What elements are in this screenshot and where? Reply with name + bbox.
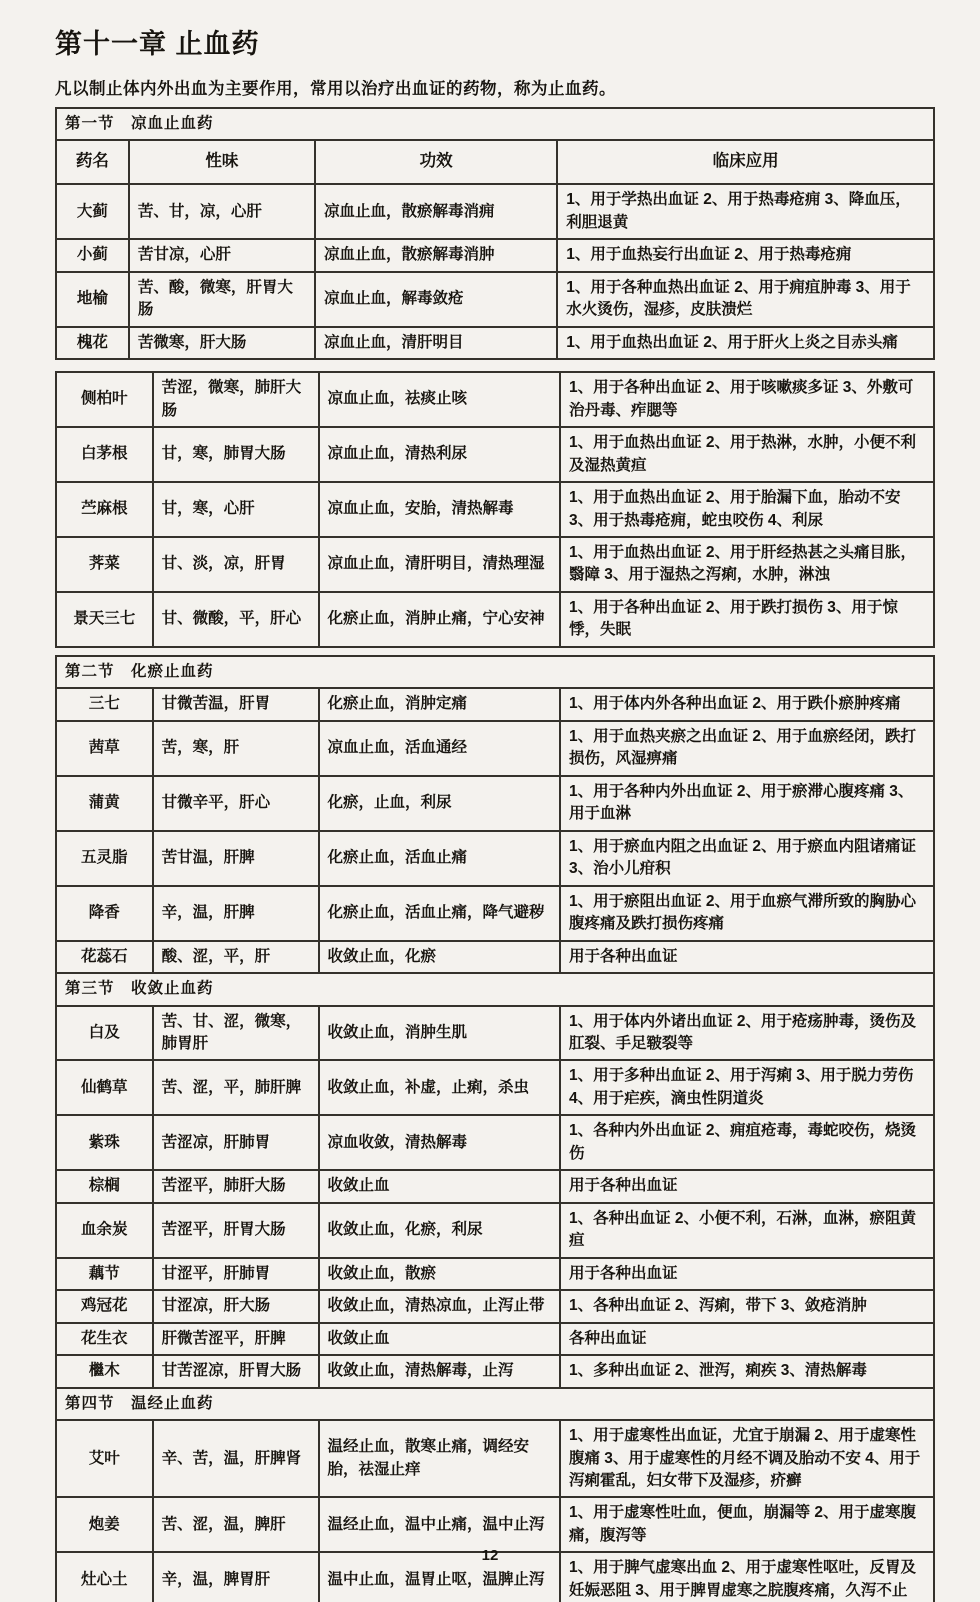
drug-row <box>56 941 934 973</box>
clinical-cell: 1、用于血热出血证 2、用于胎漏下血，胎动不安 3、用于热毒疮痈，蛇虫咬伤 4、利尿 <box>560 482 934 537</box>
column-header: 性味 <box>129 140 315 184</box>
drug-row <box>56 1497 934 1552</box>
column-header: 药名 <box>56 140 129 184</box>
name-cell: 降香 <box>56 886 153 941</box>
effect-cell: 凉血止血，清热利尿 <box>319 427 560 482</box>
clinical-cell: 各种出血证 <box>560 1323 934 1355</box>
name-cell: 五灵脂 <box>56 831 153 886</box>
section-row <box>56 973 934 1005</box>
drug-row <box>56 831 934 886</box>
column-header: 功效 <box>315 140 557 184</box>
effect-cell: 化瘀止血，消肿止痛，宁心安神 <box>319 592 560 647</box>
name-cell: 灶心土 <box>56 1552 153 1602</box>
drug-row <box>56 482 934 537</box>
name-cell: 三七 <box>56 688 153 720</box>
clinical-cell: 1、用于脾气虚寒出血 2、用于虚寒性呕吐，反胃及妊娠恶阻 3、用于脾胃虚寒之脘腹疼痛，久泻不止 <box>560 1552 934 1602</box>
chapter-title: 第十一章 止血药 <box>55 29 260 59</box>
drug-row <box>56 1203 934 1258</box>
nature-cell: 辛，温，脾胃肝 <box>153 1552 319 1602</box>
clinical-cell: 1、各种出血证 2、小便不利，石淋，血淋，瘀阻黄疸 <box>560 1203 934 1258</box>
name-cell: 荠菜 <box>56 537 153 592</box>
clinical-cell: 1、用于虚寒性出血证，尤宜于崩漏 2、用于虚寒性腹痛 3、用于虚寒性的月经不调及胎动不安 4、用于泻痢霍乱，妇女带下及湿疹，疥癣 <box>560 1420 934 1497</box>
effect-cell: 收敛止血，化瘀，利尿 <box>319 1203 560 1258</box>
effect-cell: 收敛止血 <box>319 1323 560 1355</box>
drug-row <box>56 537 934 592</box>
clinical-cell: 1、各种出血证 2、泻痢，带下 3、敛疮消肿 <box>560 1290 934 1322</box>
section-title: 第一节 凉血止血药 <box>56 108 934 140</box>
section-title: 第三节 收敛止血药 <box>56 973 934 1005</box>
drug-row <box>56 592 934 647</box>
nature-cell: 甘微苦温，肝胃 <box>153 688 319 720</box>
drug-row <box>56 1170 934 1202</box>
effect-cell: 凉血止血，安胎，清热解毒 <box>319 482 560 537</box>
drug-row <box>56 776 934 831</box>
name-cell: 景天三七 <box>56 592 153 647</box>
drug-row <box>56 184 934 239</box>
drug-row <box>56 1290 934 1322</box>
column-header: 临床应用 <box>557 140 934 184</box>
name-cell: 花蕊石 <box>56 941 153 973</box>
clinical-cell: 1、用于血热出血证 2、用于肝经热甚之头痛目胀，翳障 3、用于湿热之泻痢，水肿，淋浊 <box>560 537 934 592</box>
effect-cell: 收敛止血，消肿生肌 <box>319 1006 560 1061</box>
nature-cell: 苦、涩，平，肺肝脾 <box>153 1060 319 1115</box>
effect-cell: 温中止血，温胃止呕，温脾止泻 <box>319 1552 560 1602</box>
drug-row <box>56 886 934 941</box>
name-cell: 小蓟 <box>56 239 129 271</box>
drug-row <box>56 688 934 720</box>
clinical-cell: 1、用于瘀血内阻之出血证 2、用于瘀血内阻诸痛证 3、治小儿疳积 <box>560 831 934 886</box>
effect-cell: 凉血止血，活血通经 <box>319 721 560 776</box>
effect-cell: 收敛止血，清热凉血，止泻止带 <box>319 1290 560 1322</box>
nature-cell: 苦涩平，肝胃大肠 <box>153 1203 319 1258</box>
name-cell: 蒲黄 <box>56 776 153 831</box>
effect-cell: 凉血收敛，清热解毒 <box>319 1115 560 1170</box>
nature-cell: 苦，寒，肝 <box>153 721 319 776</box>
nature-cell: 甘微辛平，肝心 <box>153 776 319 831</box>
nature-cell: 苦甘凉，心肝 <box>129 239 315 271</box>
section-row <box>56 656 934 688</box>
name-cell: 藕节 <box>56 1258 153 1290</box>
effect-cell: 凉血止血，清肝明目 <box>315 327 557 359</box>
nature-cell: 苦涩，微寒，肺肝大肠 <box>153 372 319 427</box>
section-title: 第二节 化瘀止血药 <box>56 656 934 688</box>
clinical-cell: 1、用于体内外各种出血证 2、用于跌仆瘀肿疼痛 <box>560 688 934 720</box>
effect-cell: 收敛止血，清热解毒，止泻 <box>319 1355 560 1387</box>
nature-cell: 苦、甘、涩，微寒，肺胃肝 <box>153 1006 319 1061</box>
name-cell: 地榆 <box>56 272 129 327</box>
nature-cell: 苦甘温，肝脾 <box>153 831 319 886</box>
page-number: 12 <box>481 1547 499 1564</box>
effect-cell: 凉血止血，散瘀解毒消肿 <box>315 239 557 271</box>
section-row <box>56 1388 934 1420</box>
nature-cell: 苦微寒，肝大肠 <box>129 327 315 359</box>
drug-row <box>56 272 934 327</box>
name-cell: 槐花 <box>56 327 129 359</box>
nature-cell: 酸、涩，平，肝 <box>153 941 319 973</box>
name-cell: 白及 <box>56 1006 153 1061</box>
name-cell: 侧柏叶 <box>56 372 153 427</box>
drug-row <box>56 1115 934 1170</box>
name-cell: 紫珠 <box>56 1115 153 1170</box>
nature-cell: 甘苦涩凉，肝胃大肠 <box>153 1355 319 1387</box>
drug-row <box>56 1420 934 1497</box>
clinical-cell: 1、用于体内外诸出血证 2、用于疮疡肿毒，烫伤及肛裂、手足皲裂等 <box>560 1006 934 1061</box>
clinical-cell: 用于各种出血证 <box>560 1170 934 1202</box>
nature-cell: 甘、淡，凉，肝胃 <box>153 537 319 592</box>
effect-cell: 凉血止血，解毒敛疮 <box>315 272 557 327</box>
name-cell: 檵木 <box>56 1355 153 1387</box>
effect-cell: 凉血止血，散瘀解毒消痈 <box>315 184 557 239</box>
nature-cell: 甘、微酸，平，肝心 <box>153 592 319 647</box>
name-cell: 炮姜 <box>56 1497 153 1552</box>
clinical-cell: 1、用于各种内外出血证 2、用于瘀滞心腹疼痛 3、用于血淋 <box>560 776 934 831</box>
nature-cell: 甘涩凉，肝大肠 <box>153 1290 319 1322</box>
clinical-cell: 1、用于虚寒性吐血，便血，崩漏等 2、用于虚寒腹痛，腹泻等 <box>560 1497 934 1552</box>
effect-cell: 化瘀止血，活血止痛，降气避秽 <box>319 886 560 941</box>
name-cell: 大蓟 <box>56 184 129 239</box>
drug-row <box>56 239 934 271</box>
clinical-cell: 1、用于各种出血证 2、用于跌打损伤 3、用于惊悸，失眠 <box>560 592 934 647</box>
clinical-cell: 用于各种出血证 <box>560 1258 934 1290</box>
nature-cell: 甘，寒，心肝 <box>153 482 319 537</box>
name-cell: 仙鹤草 <box>56 1060 153 1115</box>
clinical-cell: 1、用于血热妄行出血证 2、用于热毒疮痈 <box>557 239 934 271</box>
name-cell: 白茅根 <box>56 427 153 482</box>
intro-text: 凡以制止体内外出血为主要作用，常用以治疗出血证的药物，称为止血药。 <box>55 80 616 98</box>
effect-cell: 温经止血，温中止痛，温中止泻 <box>319 1497 560 1552</box>
effect-cell: 收敛止血，化瘀 <box>319 941 560 973</box>
name-cell: 艾叶 <box>56 1420 153 1497</box>
drug-row <box>56 1258 934 1290</box>
clinical-cell: 1、用于血热出血证 2、用于热淋，水肿，小便不利及湿热黄疸 <box>560 427 934 482</box>
nature-cell: 苦、甘，凉，心肝 <box>129 184 315 239</box>
drug-table-1 <box>55 107 935 360</box>
nature-cell: 苦涩平，肺肝大肠 <box>153 1170 319 1202</box>
effect-cell: 凉血止血，清肝明目，清热理湿 <box>319 537 560 592</box>
clinical-cell: 1、用于血热出血证 2、用于肝火上炎之目赤头痛 <box>557 327 934 359</box>
effect-cell: 收敛止血，补虚，止痢，杀虫 <box>319 1060 560 1115</box>
name-cell: 血余炭 <box>56 1203 153 1258</box>
nature-cell: 苦、涩，温，脾肝 <box>153 1497 319 1552</box>
header-row <box>56 140 934 184</box>
drug-row <box>56 721 934 776</box>
name-cell: 苎麻根 <box>56 482 153 537</box>
drug-row <box>56 1323 934 1355</box>
clinical-cell: 1、用于瘀阻出血证 2、用于血瘀气滞所致的胸胁心腹疼痛及跌打损伤疼痛 <box>560 886 934 941</box>
clinical-cell: 1、用于各种出血证 2、用于咳嗽痰多证 3、外敷可治丹毒、痄腮等 <box>560 372 934 427</box>
clinical-cell: 1、用于血热夹瘀之出血证 2、用于血瘀经闭，跌打损伤，风湿痹痛 <box>560 721 934 776</box>
clinical-cell: 1、各种内外出血证 2、痈疽疮毒，毒蛇咬伤，烧烫伤 <box>560 1115 934 1170</box>
effect-cell: 收敛止血，散瘀 <box>319 1258 560 1290</box>
clinical-cell: 1、用于多种出血证 2、用于泻痢 3、用于脱力劳伤 4、用于疟疾，滴虫性阴道炎 <box>560 1060 934 1115</box>
name-cell: 棕榈 <box>56 1170 153 1202</box>
effect-cell: 化瘀止血，活血止痛 <box>319 831 560 886</box>
effect-cell: 化瘀，止血，利尿 <box>319 776 560 831</box>
effect-cell: 凉血止血，祛痰止咳 <box>319 372 560 427</box>
drug-row <box>56 1060 934 1115</box>
drug-table-3 <box>55 655 935 1602</box>
section-row <box>56 108 934 140</box>
clinical-cell: 用于各种出血证 <box>560 941 934 973</box>
drug-table-2 <box>55 371 935 648</box>
name-cell: 茜草 <box>56 721 153 776</box>
nature-cell: 辛，温，肝脾 <box>153 886 319 941</box>
nature-cell: 辛、苦，温，肝脾肾 <box>153 1420 319 1497</box>
drug-row <box>56 427 934 482</box>
drug-row <box>56 1355 934 1387</box>
nature-cell: 甘，寒，肺胃大肠 <box>153 427 319 482</box>
section-title: 第四节 温经止血药 <box>56 1388 934 1420</box>
clinical-cell: 1、用于学热出血证 2、用于热毒疮痈 3、降血压，利胆退黄 <box>557 184 934 239</box>
nature-cell: 甘涩平，肝肺胃 <box>153 1258 319 1290</box>
nature-cell: 苦、酸，微寒，肝胃大肠 <box>129 272 315 327</box>
tables-host <box>55 107 935 1602</box>
clinical-cell: 1、多种出血证 2、泄泻，痢疾 3、清热解毒 <box>560 1355 934 1387</box>
effect-cell: 化瘀止血，消肿定痛 <box>319 688 560 720</box>
drug-row <box>56 372 934 427</box>
nature-cell: 苦涩凉，肝肺胃 <box>153 1115 319 1170</box>
effect-cell: 温经止血，散寒止痛，调经安胎，祛湿止痒 <box>319 1420 560 1497</box>
effect-cell: 收敛止血 <box>319 1170 560 1202</box>
name-cell: 鸡冠花 <box>56 1290 153 1322</box>
nature-cell: 肝微苦涩平，肝脾 <box>153 1323 319 1355</box>
drug-row <box>56 327 934 359</box>
clinical-cell: 1、用于各种血热出血证 2、用于痈疽肿毒 3、用于水火烫伤，湿疹，皮肤溃烂 <box>557 272 934 327</box>
drug-row <box>56 1006 934 1061</box>
name-cell: 花生衣 <box>56 1323 153 1355</box>
